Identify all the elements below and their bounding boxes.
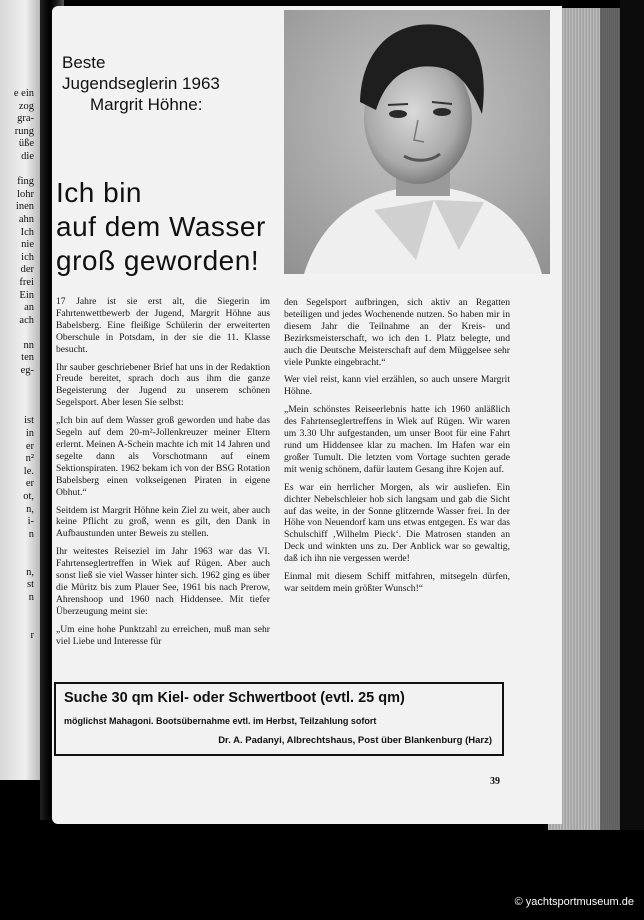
kicker-line-1: Beste [62, 53, 106, 72]
left-page-fragment: nn [23, 339, 34, 351]
ad-contact: Dr. A. Padanyi, Albrechtshaus, Post über Blankenburg (Harz) [218, 735, 492, 746]
left-page-fragment: die [21, 150, 34, 162]
left-page-fragment: zog [18, 100, 34, 112]
left-page-fragment: rung [14, 125, 34, 137]
kicker-line-3: Margrit Höhne: [90, 95, 203, 114]
left-page-fragment [0, 327, 34, 340]
left-page-fragment: ach [19, 314, 34, 326]
left-page-fragment: n, [26, 566, 34, 578]
page-number: 39 [490, 776, 500, 787]
left-page-fragment: eg- [20, 365, 34, 377]
title-line-1: Ich bin [56, 177, 142, 208]
left-page-fragment: an [24, 302, 34, 314]
left-page-fragment: Ein [19, 289, 34, 301]
left-page-fragment: n [28, 591, 34, 603]
book-cover-edge [620, 0, 644, 860]
left-page-fragment: n [28, 528, 34, 540]
ad-headline: Suche 30 qm Kiel- oder Schwertboot (evtl. 25 qm) [64, 690, 405, 706]
left-page-fragment: e ein [13, 88, 34, 99]
left-page-fragment: fing [17, 176, 34, 188]
paragraph: Ihr weitestes Reiseziel im Jahr 1963 war das VI. Fahrtenseglertreffen in Wiek auf Rügen. Aber auch sonst ließ sie viel Wasser hinter sich. 1962 ging es über die Müritz bis zum Plauer See, 1961 bis nach Prerow, Ahrenshoop und 1960 nach Hiddensee. Mit tiefer Überzeugung meint sie: [56, 546, 270, 617]
article-kicker [62, 52, 220, 115]
left-page-fragment [0, 390, 34, 403]
left-page-fragment: er [25, 478, 34, 490]
paragraph: Ihr sauber geschriebener Brief hat uns in der Redaktion Freude bereitet, sprach doch aus ihm die ganze Begeisterung der Jugend zu unserem schönen Segelsport. Aber lesen Sie selbst: [56, 361, 270, 409]
left-page-fragment: inen [15, 201, 34, 213]
left-page-fragment: r [30, 629, 34, 641]
title-line-2: auf dem Wasser [56, 211, 266, 242]
article-column-2 [284, 297, 510, 601]
image-credit: © yachtsportmuseum.de [514, 896, 634, 908]
left-page-fragment: n, [26, 503, 34, 515]
title-line-3: groß geworden! [56, 245, 260, 276]
classified-ad [54, 682, 504, 756]
left-page-fragment: ist [24, 415, 34, 427]
left-page-fragment: i- [27, 516, 34, 528]
left-page-fragment: st [26, 579, 34, 591]
left-page-fragment: ahn [18, 213, 34, 225]
left-page-fragment [0, 164, 34, 177]
left-page-fragment: in [25, 428, 34, 440]
left-page-fragment: er [25, 440, 34, 452]
left-page-fragment: der [20, 264, 34, 276]
left-page-fragment: üße [18, 138, 34, 150]
left-page-fragment [0, 604, 34, 617]
paragraph: Einmal mit diesem Schiff mitfahren, mitsegeln dürfen, war seitdem mein größter Wunsch!“ [284, 571, 510, 594]
left-page-fragment: lohr [17, 188, 34, 200]
left-page-fragment: frei [19, 276, 34, 288]
paragraph: 17 Jahre ist sie erst alt, die Siegerin im Fahrtenwettbewerb der Jugend, Margrit Höhne aus Babelsberg. Eine fleißige Schülerin der erweiterten Oberschule in Potsdam, in der sie die 11. Klasse besucht. [56, 296, 270, 355]
left-page-fragment: nie [21, 239, 34, 251]
left-page-fragment [0, 541, 34, 554]
paragraph: „Mein schönstes Reiseerlebnis hatte ich 1960 anläßlich des Fahrtenseglertreffens in Wiek auf Rügen. Wir waren um 3.30 Uhr aufgestanden, um unser Boot für eine Fahrt rund um Hiddensee klar zu machen. Im Hafen war ein großer Tumult. Die letzten vom Vortage suchten gerade mit wenig schönem, dafür lautem Gesang ihre Kojen auf. [284, 404, 510, 475]
portrait-photo [284, 10, 550, 274]
kicker-line-2: Jugendseglerin 1963 [62, 74, 220, 93]
paragraph: den Segelsport aufbringen, sich aktiv an Regatten beteiligen und jedes Wochenende nutzen. So haben mir in diesem Jahr die Teilnahme an der Kreis- und Bezirksmeisterschaft, wo ich den 1. Platz belegte, und auch die Deutsche Meisterschaft auf dem Müggelsee sehr viele Punkte eingebracht.“ [284, 297, 510, 368]
ad-subline: möglichst Mahagoni. Bootsübernahme evtl. im Herbst, Teilzahlung sofort [64, 716, 377, 726]
left-page-fragment: Ich [20, 226, 34, 238]
left-page-fragment [0, 617, 34, 630]
article-column-1 [56, 296, 270, 653]
paragraph: Wer viel reist, kann viel erzählen, so auch unsere Margrit Höhne. [284, 374, 510, 398]
left-page-fragment: ten [21, 352, 34, 364]
left-page-fragment [0, 554, 34, 567]
article-title [56, 176, 266, 278]
left-page-fragment: gra- [17, 113, 34, 125]
left-page-text-fragments [0, 88, 34, 642]
paragraph: Seitdem ist Margrit Höhne kein Ziel zu weit, aber auch keine Pflicht zu groß, wenn es gilt, den Dank in Aufbaustunden unter Beweis zu stellen. [56, 504, 270, 540]
paragraph: Es war ein herrlicher Morgen, als wir ausliefen. Ein dichter Nebelschleier hob sich langsam und gab die Sicht auf das weite, in der Sonne glitzernde Wasser frei. In der Höhe von Neuendorf kam uns etwas entgegen. Es war das Schulschiff ‚Wilhelm Pieck‘. Die Matrosen standen an Deck und winkten uns zu. Der Anblick war so gewaltig, daß ich ihn nie vergessen werde! [284, 481, 510, 565]
left-page-fragment: n² [25, 453, 34, 465]
left-page-fragment [0, 403, 34, 416]
left-page-fragment [0, 378, 34, 391]
paragraph: „Ich bin auf dem Wasser groß geworden und habe das Segeln auf dem 20-m²-Jollenkreuzer meiner Eltern erlernt. Meinen A-Schein machte ich mit 14 Jahren und segelte dann als Vorschotmann auf einem Sektionspiraten. 1962 bekam ich von der BSG Rotation Babelsberg einen volkseigenen Piraten in eigene Obhut.“ [56, 415, 270, 498]
left-page-fragment: ot, [23, 491, 34, 502]
left-page-fragment: le. [23, 465, 34, 477]
left-page-fragment: ich [21, 251, 34, 263]
paragraph: „Um eine hohe Punktzahl zu erreichen, muß man sehr viel Liebe und Interesse für [56, 623, 270, 647]
